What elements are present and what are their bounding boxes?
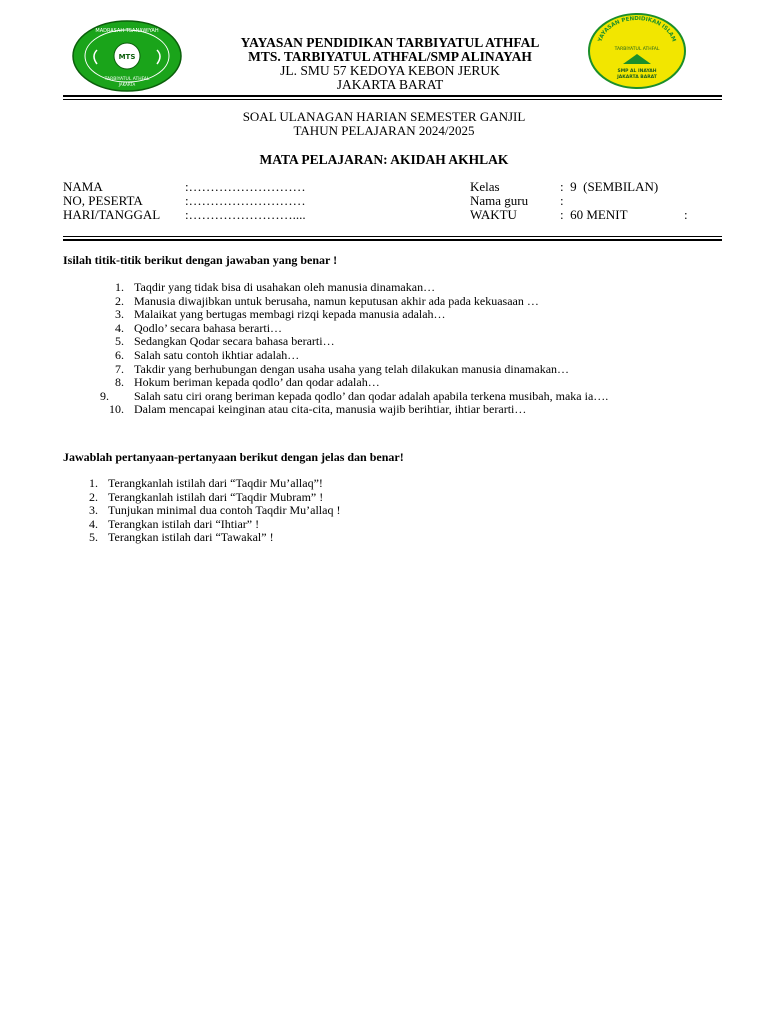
section2-questions (89, 476, 708, 545)
list-item: 2. Terangkanlah istilah dari “Taqdir Mubram” ! (89, 489, 324, 504)
logo-left-bottom-text: TARBIYATUL ATHFAL (104, 77, 150, 82)
info-kelas-label: Kelas (470, 179, 500, 194)
info-peserta-label: NO, PESERTA (63, 193, 143, 208)
list-item: 8. Hokum beriman kepada qodlo’ dan qodar adalah… (115, 375, 380, 390)
list-item: 5. Terangkan istilah dari “Tawakal” ! (89, 530, 274, 545)
header-divider-top (63, 95, 722, 97)
list-item: 6. Salah satu contoh ikhtiar adalah… (115, 347, 300, 362)
logo-left-center-text: MTS (118, 53, 136, 61)
list-item: 5. Sedangkan Qodar secara bahasa berarti… (115, 334, 335, 349)
list-item: 1. Taqdir yang tidak bisa di usahakan oleh manusia dinamakan… (115, 280, 436, 294)
header-divider-bottom (63, 99, 722, 100)
logo-left-top-text: MADRASAH TSANAWIYAH (95, 28, 159, 34)
list-item: 3. Malaikat yang bertugas membagi rizqi kepada manusia adalah… (115, 307, 446, 322)
logo-right-bottom1: SMP AL INAYAH (617, 69, 657, 74)
list-item: 1. Terangkanlah istilah dari “Taqdir Mu’allaq”! (89, 476, 323, 490)
list-item: 4. Qodlo’ secara bahasa berarti… (115, 320, 283, 335)
academic-year: TAHUN PELAJARAN 2024/2025 (293, 123, 475, 138)
section1-title: Isilah titik-titik berikut dengan jawaban yang benar ! (63, 253, 338, 267)
header-foundation: YAYASAN PENDIDIKAN TARBIYATUL ATHFAL (240, 35, 540, 50)
logo-right-mid-text: TARBIYATUL ATHFAL (614, 47, 660, 52)
info-waktu-trailing: : (684, 207, 688, 222)
list-item: 2. Manusia diwajibkan untuk berusaha, namun keputusan akhir ada pada kekuasaan … (115, 293, 539, 308)
info-waktu-value: : 60 MENIT (560, 207, 628, 222)
info-guru-value: : (560, 193, 564, 208)
info-nama-value: :……………………… (185, 179, 306, 194)
list-item: 3. Tunjukan minimal dua contoh Taqdir Mu’allaq ! (89, 503, 341, 518)
logo-right-bottom2: JAKARTA BARAT (617, 75, 657, 80)
header-school: MTS. TARBIYATUL ATHFAL/SMP ALINAYAH (248, 49, 532, 64)
exam-title: SOAL ULANAGAN HARIAN SEMESTER GANJIL (242, 109, 526, 124)
mts-logo (72, 20, 182, 92)
list-item: 4. Terangkan istilah dari “Ihtiar” ! (89, 516, 260, 531)
info-tanggal-label: HARI/TANGGAL (63, 207, 161, 222)
yayasan-logo (587, 12, 687, 90)
logo-left-city: JAKARTA (118, 82, 136, 87)
info-waktu-label: WAKTU (470, 207, 517, 222)
info-nama-label: NAMA (63, 179, 103, 194)
subject-title: MATA PELAJARAN: AKIDAH AKHLAK (259, 152, 509, 167)
info-tanggal-value: :…………………….... (185, 207, 306, 222)
header-city: JAKARTA BARAT (336, 77, 444, 92)
list-item: 10. Dalam mencapai keinginan atau cita-cita, manusia wajib berihtiar, ihtiar berarti… (109, 402, 527, 417)
info-divider-top (63, 236, 722, 237)
info-kelas-value: : 9 (SEMBILAN) (560, 179, 659, 194)
info-peserta-value: :……………………… (185, 193, 306, 208)
section2-title: Jawablah pertanyaan-pertanyaan berikut dengan jelas dan benar! (63, 450, 404, 464)
info-divider-bottom (63, 239, 722, 241)
logo-right-arc-text: YAYASAN PENDIDIKAN ISLAM (597, 15, 677, 43)
header-address: JL. SMU 57 KEDOYA KEBON JERUK (280, 63, 500, 78)
school-header (180, 36, 600, 92)
list-item: 9. Salah satu ciri orang beriman kepada qodlo’ dan qodar adalah apabila terkena musibah, maka ia…. (100, 388, 609, 403)
section1-questions (100, 280, 722, 417)
list-item: 7. Takdir yang berhubungan dengan usaha usaha yang telah dilakukan manusia dinamakan… (115, 361, 570, 376)
info-guru-label: Nama guru (470, 193, 529, 208)
